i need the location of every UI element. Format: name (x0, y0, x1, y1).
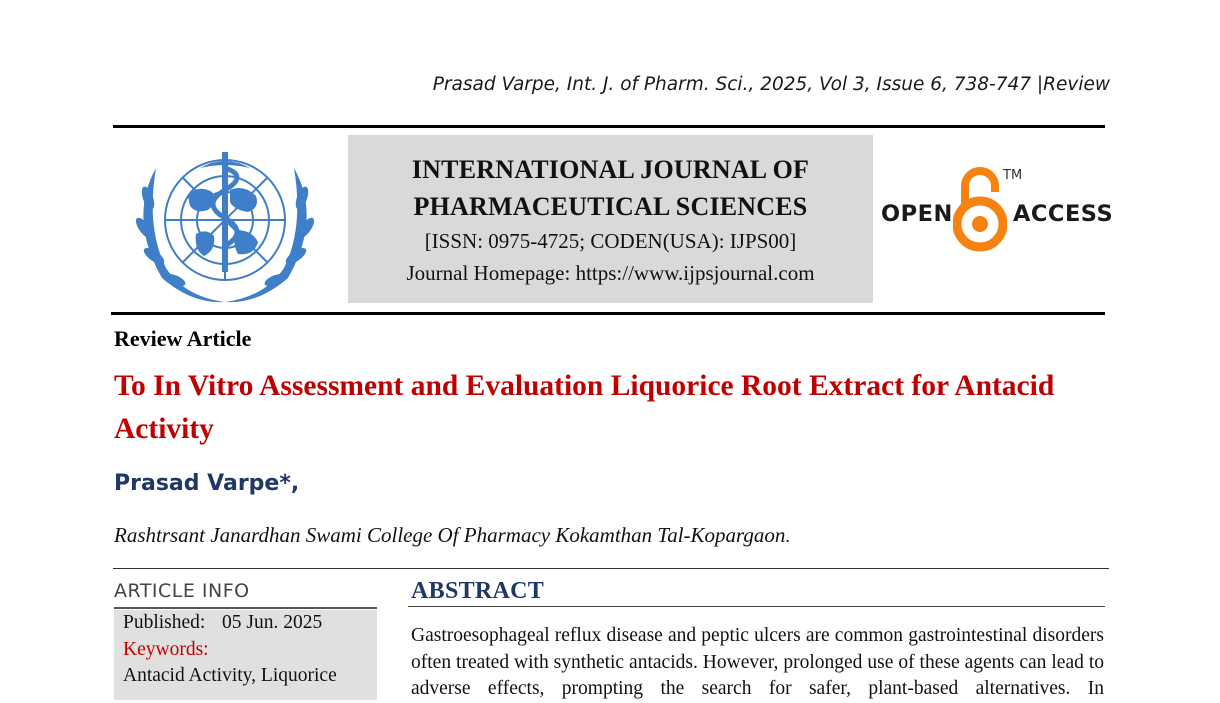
journal-name-line2: PHARMACEUTICAL SCIENCES (413, 192, 808, 221)
journal-name-line1: INTERNATIONAL JOURNAL OF (411, 155, 810, 184)
author-name: Prasad Varpe*, (114, 471, 300, 496)
journal-banner (348, 135, 873, 303)
un-style-emblem-icon (126, 138, 324, 306)
published-label: Published: (123, 612, 206, 633)
article-info-rule (114, 607, 377, 609)
published-date: 05 Jun. 2025 (222, 612, 323, 633)
affiliation-period: . (785, 526, 790, 546)
header-rule-bottom (111, 312, 1105, 315)
section-divider (113, 568, 1109, 569)
open-access-logo (880, 166, 1114, 252)
affiliation-text: Rashtrsant Janardhan Swami College Of Pharmacy Kokamthan Tal-Kopargaon (114, 523, 786, 547)
article-info-box (114, 610, 377, 700)
journal-issn: [ISSN: 0975-4725; CODEN(USA): IJPS00] (424, 229, 797, 253)
article-title: To In Vitro Assessment and Evaluation Liquorice Root Extract for Antacid Activity (114, 370, 1055, 445)
abstract-text: Gastroesophageal reflux disease and peptic ulcers are common gastrointestinal disorders often treated with synthetic antacids. However, prolonged use of these agents can lead to adverse effects, prompting the search for safer, plant-based alternatives. In (411, 625, 1104, 699)
header-rule-top (113, 125, 1105, 128)
running-head-citation: Prasad Varpe, Int. J. of Pharm. Sci., 2025, Vol 3, Issue 6, 738-747 |Review (432, 74, 1110, 95)
article-type: Review Article (114, 326, 252, 351)
article-info-heading: ARTICLE INFO (114, 580, 250, 602)
open-access-word-access: ACCESS (1013, 201, 1114, 227)
abstract-heading: ABSTRACT (411, 578, 545, 604)
open-access-lock-icon (953, 166, 1007, 252)
keywords-value: Antacid Activity, Liquorice (123, 665, 337, 686)
author-affiliation (114, 523, 790, 548)
journal-name (348, 151, 873, 225)
open-access-trademark: TM (1003, 168, 1023, 183)
abstract-rule (408, 606, 1105, 607)
open-access-word-open: OPEN (881, 201, 953, 227)
journal-homepage: Journal Homepage: https://www.ijpsjournal.com (406, 261, 815, 285)
keywords-label: Keywords: (123, 639, 209, 660)
